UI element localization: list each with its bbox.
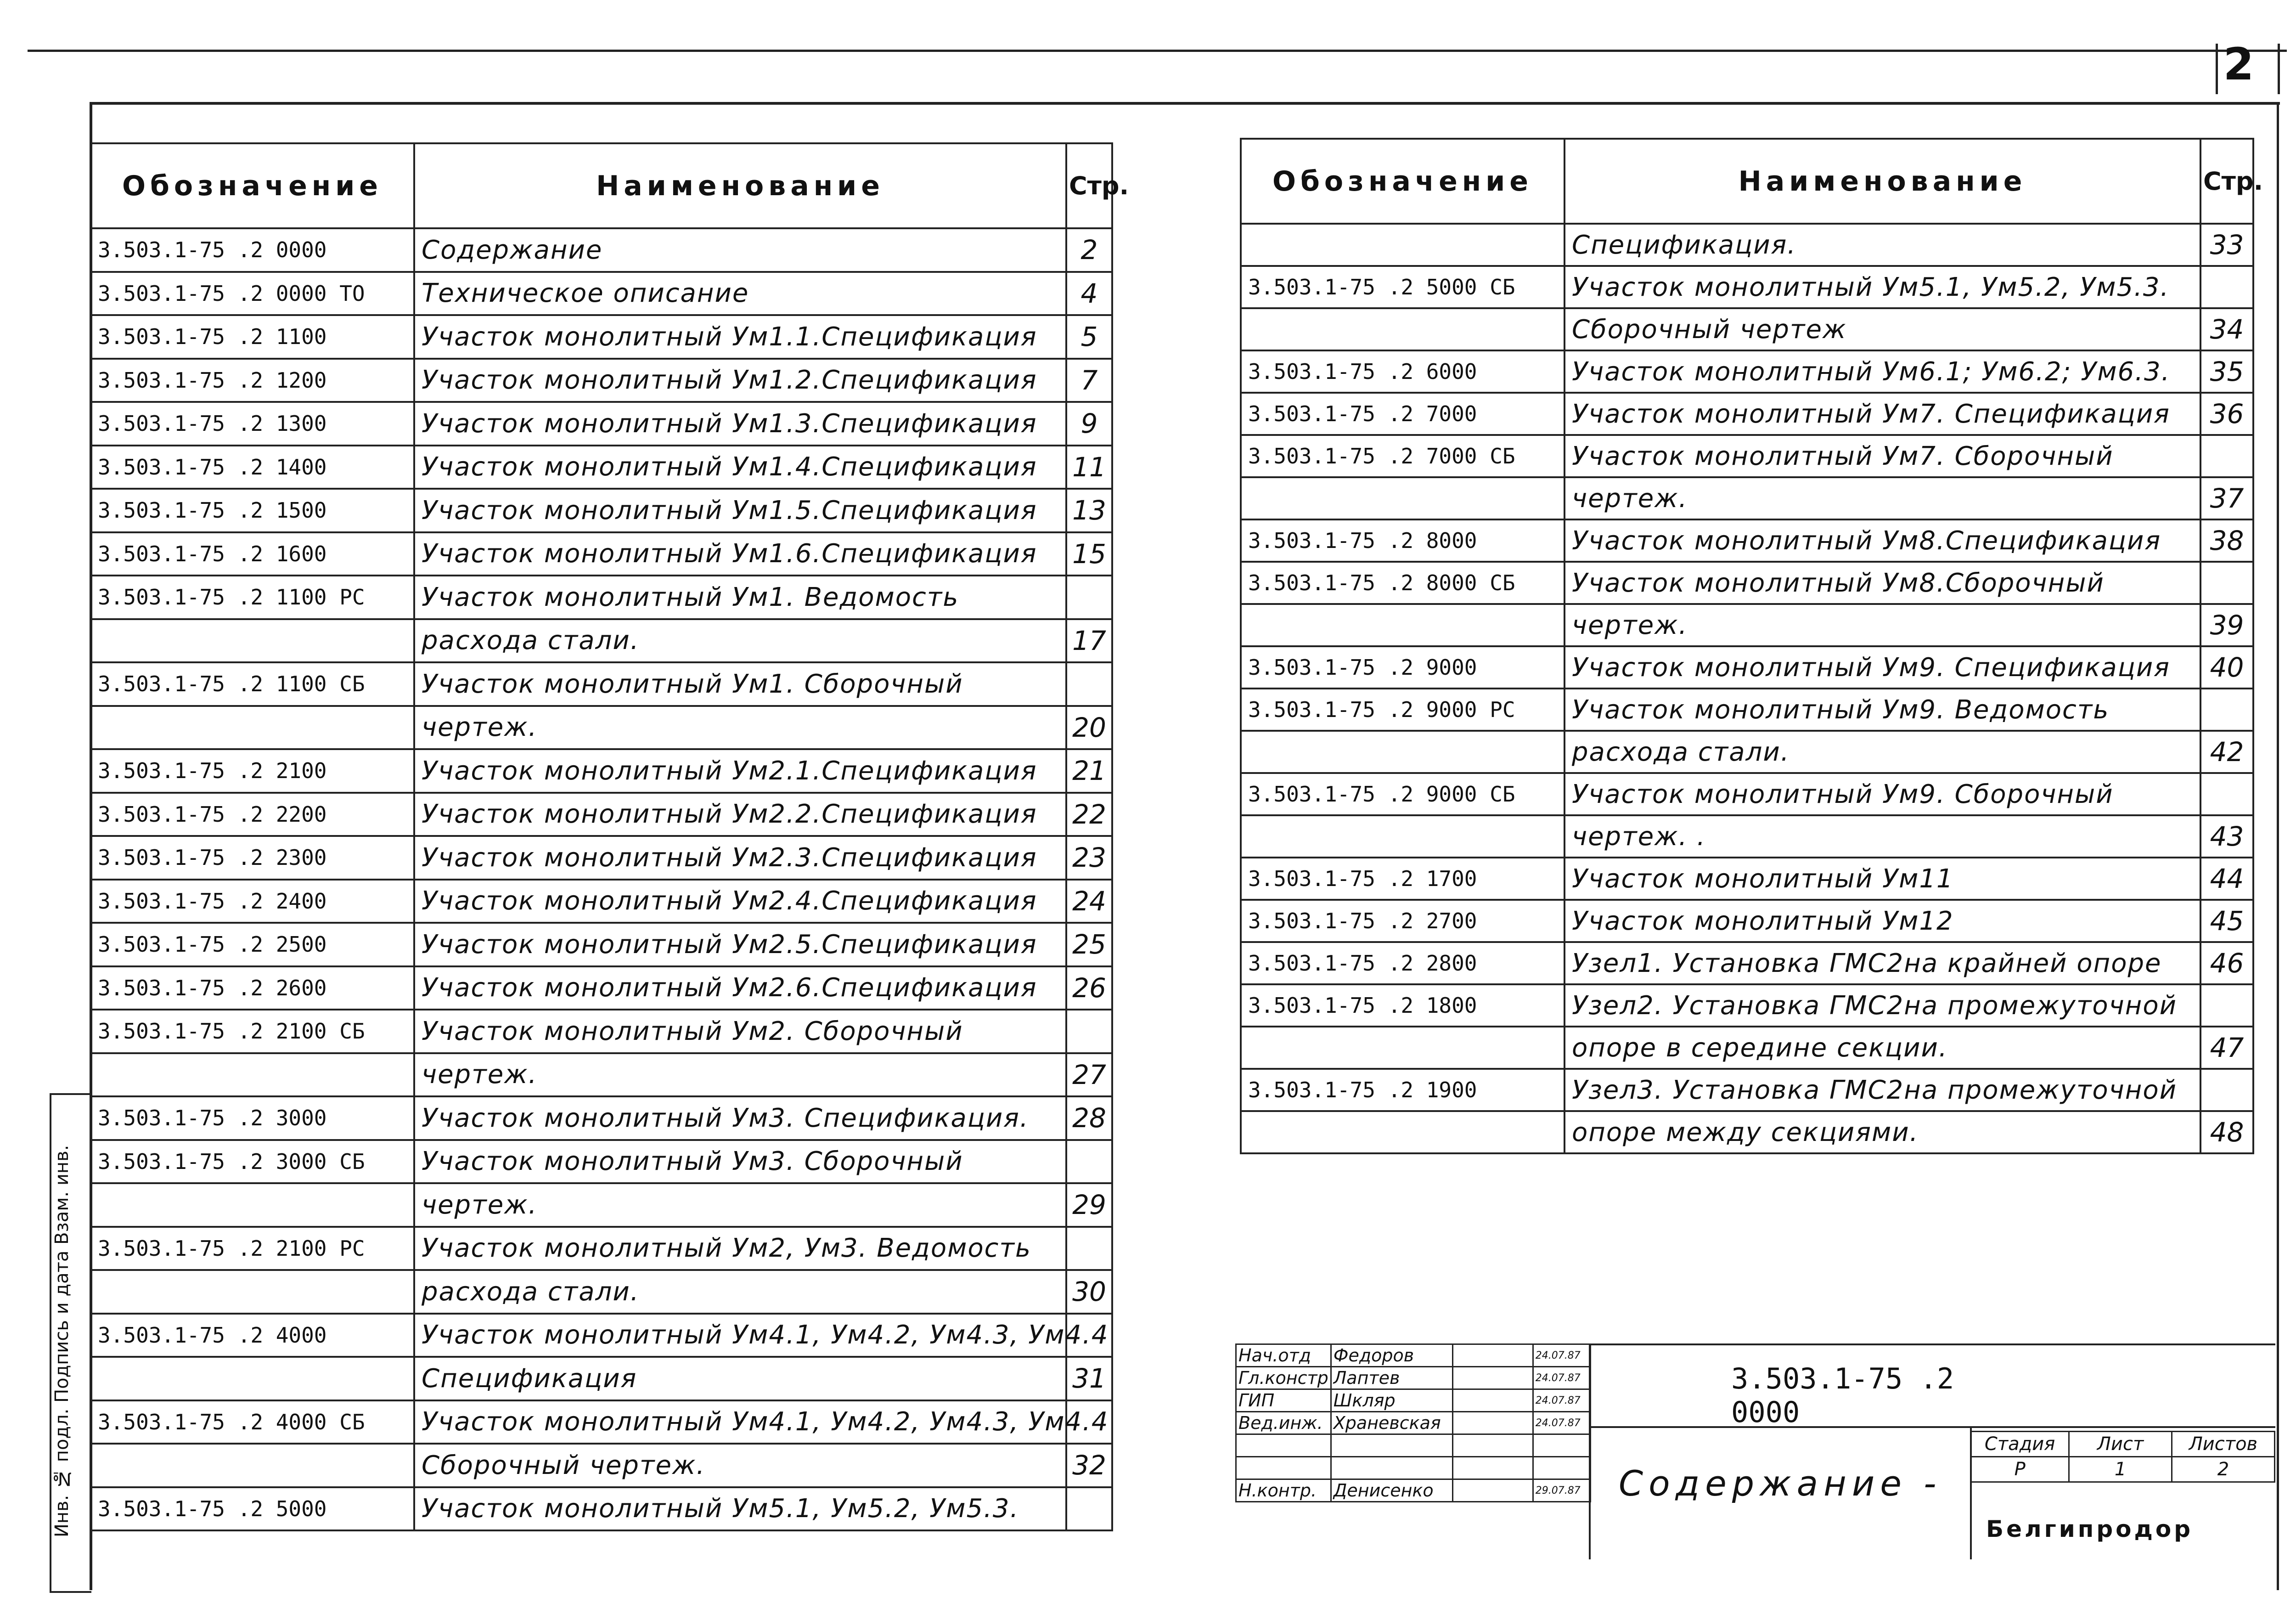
signer-row	[1236, 1479, 1591, 1502]
row-name: Сборочный чертеж.	[414, 1444, 1066, 1487]
row-name: Участок монолитный Ум9. Ведомость	[1564, 689, 2200, 731]
signer-role: Гл.констр	[1236, 1367, 1331, 1389]
row-designation: 3.503.1-75 .2 1600	[90, 532, 414, 576]
row-designation	[1241, 224, 1564, 266]
row-designation: 3.503.1-75 .2 9000 СБ	[1241, 773, 1564, 815]
table-row	[90, 880, 1112, 923]
row-page: 2	[1066, 228, 1112, 272]
table-row	[1241, 942, 2253, 984]
table-row	[1241, 604, 2253, 646]
row-designation: 3.503.1-75 .2 4000	[90, 1314, 414, 1357]
signer-signature	[1452, 1344, 1533, 1367]
row-page: 25	[1066, 923, 1112, 966]
row-designation: 3.503.1-75 .2 3000	[90, 1096, 414, 1140]
row-page: 29	[1066, 1183, 1112, 1227]
table-row	[90, 706, 1112, 750]
row-designation	[1241, 815, 1564, 858]
row-name: чертеж.	[414, 706, 1066, 750]
row-page	[2200, 1069, 2253, 1111]
table-row	[90, 1053, 1112, 1097]
row-designation	[90, 619, 414, 663]
row-name: чертеж.	[414, 1183, 1066, 1227]
row-name: Узел1. Установка ГМС2на крайней опоре	[1564, 942, 2200, 984]
table-row	[1241, 308, 2253, 350]
row-designation: 3.503.1-75 .2 4000 СБ	[90, 1400, 414, 1444]
row-name: Участок монолитный Ум2.2.Спецификация	[414, 793, 1066, 836]
row-name: Участок монолитный Ум1. Сборочный	[414, 662, 1066, 706]
row-page	[2200, 562, 2253, 604]
signer-row	[1236, 1457, 1591, 1479]
table-row	[90, 532, 1112, 576]
signer-name	[1331, 1457, 1452, 1479]
contents-table-left	[90, 142, 1129, 1531]
document-code: 3.503.1-75 .2 0000	[1731, 1362, 1954, 1429]
row-designation: 3.503.1-75 .2 5000 СБ	[1241, 266, 1564, 308]
row-name: Участок монолитный Ум9. Сборочный	[1564, 773, 2200, 815]
row-page: 32	[1066, 1444, 1112, 1487]
row-name: Участок монолитный Ум2.4.Спецификация	[414, 880, 1066, 923]
row-name: Участок монолитный Ум8.Спецификация	[1564, 519, 2200, 562]
signer-signature	[1452, 1412, 1533, 1434]
row-name: Участок монолитный Ум11	[1564, 858, 2200, 900]
row-designation: 3.503.1-75 .2 1500	[90, 489, 414, 532]
row-name: чертеж. .	[1564, 815, 2200, 858]
table-row	[90, 1010, 1112, 1053]
table-row	[1241, 350, 2253, 393]
row-page: 36	[2200, 393, 2253, 435]
row-name: Участок монолитный Ум1. Ведомость	[414, 576, 1066, 619]
row-designation	[1241, 604, 1564, 646]
row-name: опоре между секциями.	[1564, 1111, 2200, 1153]
row-designation	[90, 1357, 414, 1400]
row-designation: 3.503.1-75 .2 9000	[1241, 646, 1564, 689]
row-name: Участок монолитный Ум7. Сборочный	[1564, 435, 2200, 477]
row-page: 43	[2200, 815, 2253, 858]
row-designation: 3.503.1-75 .2 1100	[90, 315, 414, 359]
signer-name	[1331, 1434, 1452, 1457]
row-page: 15	[1066, 532, 1112, 576]
row-page	[2200, 435, 2253, 477]
row-page: 37	[2200, 477, 2253, 519]
row-designation: 3.503.1-75 .2 2300	[90, 836, 414, 880]
row-page: 27	[1066, 1053, 1112, 1097]
row-designation: 3.503.1-75 .2 8000 СБ	[1241, 562, 1564, 604]
row-page: 28	[1066, 1096, 1112, 1140]
table-row	[1241, 689, 2253, 731]
table-row	[1241, 731, 2253, 773]
page-number-bar-right	[2278, 44, 2280, 94]
table-row	[1241, 435, 2253, 477]
table-row	[1241, 266, 2253, 308]
row-page: 21	[1066, 749, 1112, 793]
row-designation: 3.503.1-75 .2 2200	[90, 793, 414, 836]
signer-date: 24.07.87	[1533, 1367, 1590, 1389]
row-name: Участок монолитный Ум6.1; Ум6.2; Ум6.3.	[1564, 350, 2200, 393]
header-name: Наименование	[414, 143, 1066, 228]
signers-table	[1235, 1343, 1591, 1502]
signer-name: Храневская	[1331, 1412, 1452, 1434]
table-row	[90, 359, 1112, 402]
row-name: Участок монолитный Ум9. Спецификация	[1564, 646, 2200, 689]
row-name: Участок монолитный Ум2, Ум3. Ведомость	[414, 1227, 1066, 1270]
row-page: 38	[2200, 519, 2253, 562]
row-page	[1066, 1227, 1112, 1270]
table-row	[1241, 1111, 2253, 1153]
header-page: Стр.	[2200, 139, 2253, 224]
row-page	[1066, 1010, 1112, 1053]
table-row	[90, 489, 1112, 532]
title-block-divider	[1589, 1343, 1591, 1559]
row-designation	[1241, 1027, 1564, 1069]
stage-value: Р	[1971, 1457, 2069, 1482]
row-designation: 3.503.1-75 .2 1100 РС	[90, 576, 414, 619]
row-name: Участок монолитный Ум2.6.Спецификация	[414, 966, 1066, 1010]
signer-row	[1236, 1344, 1591, 1367]
row-name: Участок монолитный Ум7. Спецификация	[1564, 393, 2200, 435]
table-row	[1241, 646, 2253, 689]
row-designation: 3.503.1-75 .2 2800	[1241, 942, 1564, 984]
row-page: 4	[1066, 272, 1112, 316]
row-page: 7	[1066, 359, 1112, 402]
row-name: Спецификация	[414, 1357, 1066, 1400]
row-page	[2200, 773, 2253, 815]
row-name: расхода стали.	[414, 1270, 1066, 1314]
organization-name: Белгипродор	[1986, 1516, 2194, 1542]
signer-role: Нач.отд	[1236, 1344, 1331, 1367]
table-row	[90, 228, 1112, 272]
frame-top	[90, 102, 2280, 105]
page-number: 2	[2223, 39, 2254, 90]
signer-name: Лаптев	[1331, 1367, 1452, 1389]
row-designation	[90, 1053, 414, 1097]
table-row	[90, 749, 1112, 793]
row-name: Спецификация.	[1564, 224, 2200, 266]
table-row	[1241, 815, 2253, 858]
row-designation: 3.503.1-75 .2 2400	[90, 880, 414, 923]
row-page: 20	[1066, 706, 1112, 750]
row-name: Сборочный чертеж	[1564, 308, 2200, 350]
row-name: Участок монолитный Ум5.1, Ум5.2, Ум5.3.	[414, 1487, 1066, 1531]
row-designation: 3.503.1-75 .2 7000	[1241, 393, 1564, 435]
signer-signature	[1452, 1457, 1533, 1479]
row-page: 46	[2200, 942, 2253, 984]
signer-role: Н.контр.	[1236, 1479, 1331, 1502]
row-designation	[90, 706, 414, 750]
table-row	[90, 1357, 1112, 1400]
signer-date	[1533, 1457, 1590, 1479]
table-row	[1241, 477, 2253, 519]
row-page	[1066, 1140, 1112, 1184]
row-page: 13	[1066, 489, 1112, 532]
table-row	[90, 923, 1112, 966]
row-name: Участок монолитный Ум1.4.Спецификация	[414, 446, 1066, 489]
signer-date: 24.07.87	[1533, 1389, 1590, 1412]
row-name: Узел3. Установка ГМС2на промежуточной	[1564, 1069, 2200, 1111]
table-row	[90, 1314, 1112, 1357]
signer-role	[1236, 1457, 1331, 1479]
table-row	[90, 272, 1112, 316]
header-page: Стр.	[1066, 143, 1112, 228]
table-row	[90, 836, 1112, 880]
row-page: 42	[2200, 731, 2253, 773]
row-page: 24	[1066, 880, 1112, 923]
table-row	[90, 446, 1112, 489]
row-page: 45	[2200, 900, 2253, 942]
header-name: Наименование	[1564, 139, 2200, 224]
row-name: Участок монолитный Ум2.1.Спецификация	[414, 749, 1066, 793]
row-name: чертеж.	[1564, 477, 2200, 519]
row-name: Участок монолитный Ум1.1.Спецификация	[414, 315, 1066, 359]
table-row	[90, 1487, 1112, 1531]
table-row	[90, 576, 1112, 619]
row-page: 23	[1066, 836, 1112, 880]
signer-date: 24.07.87	[1533, 1344, 1590, 1367]
row-name: Узел2. Установка ГМС2на промежуточной	[1564, 984, 2200, 1027]
table-row	[1241, 773, 2253, 815]
signer-role: Вед.инж.	[1236, 1412, 1331, 1434]
row-designation: 3.503.1-75 .2 2500	[90, 923, 414, 966]
row-page: 35	[2200, 350, 2253, 393]
table-row	[1241, 858, 2253, 900]
row-name: Участок монолитный Ум1.5.Спецификация	[414, 489, 1066, 532]
table-row	[90, 793, 1112, 836]
table-row	[90, 315, 1112, 359]
row-designation: 3.503.1-75 .2 2700	[1241, 900, 1564, 942]
table-row	[1241, 562, 2253, 604]
title-block	[1235, 1343, 2275, 1559]
row-page: 17	[1066, 619, 1112, 663]
signer-row	[1236, 1367, 1591, 1389]
row-designation: 3.503.1-75 .2 1100 СБ	[90, 662, 414, 706]
table-row	[90, 1140, 1112, 1184]
row-designation: 3.503.1-75 .2 0000	[90, 228, 414, 272]
row-name: Техническое описание	[414, 272, 1066, 316]
contents-table-right	[1240, 138, 2263, 1154]
row-designation	[1241, 477, 1564, 519]
signer-name: Денисенко	[1331, 1479, 1452, 1502]
row-page: 26	[1066, 966, 1112, 1010]
signer-signature	[1452, 1367, 1533, 1389]
row-name: Участок монолитный Ум1.2.Спецификация	[414, 359, 1066, 402]
row-page: 31	[1066, 1357, 1112, 1400]
table-row	[1241, 224, 2253, 266]
signer-name: Федоров	[1331, 1344, 1452, 1367]
row-page: 9	[1066, 402, 1112, 446]
row-designation: 3.503.1-75 .2 7000 СБ	[1241, 435, 1564, 477]
row-name: Содержание	[414, 228, 1066, 272]
header-designation: Обозначение	[1241, 139, 1564, 224]
row-name: Участок монолитный Ум2. Сборочный	[414, 1010, 1066, 1053]
signer-role	[1236, 1434, 1331, 1457]
row-name: опоре в середине секции.	[1564, 1027, 2200, 1069]
row-name: Участок монолитный Ум5.1, Ум5.2, Ум5.3.	[1564, 266, 2200, 308]
row-page: 5	[1066, 315, 1112, 359]
row-name: чертеж.	[414, 1053, 1066, 1097]
row-designation: 3.503.1-75 .2 0000 ТО	[90, 272, 414, 316]
signer-signature	[1452, 1479, 1533, 1502]
table-row	[1241, 519, 2253, 562]
table-row	[90, 1183, 1112, 1227]
row-designation: 3.503.1-75 .2 1400	[90, 446, 414, 489]
table-row	[1241, 900, 2253, 942]
row-page	[2200, 689, 2253, 731]
row-designation	[1241, 1111, 1564, 1153]
row-name: Участок монолитный Ум3. Спецификация.	[414, 1096, 1066, 1140]
table-row	[90, 1270, 1112, 1314]
row-page	[1066, 662, 1112, 706]
row-name: Участок монолитный Ум1.3.Спецификация	[414, 402, 1066, 446]
row-name: расхода стали.	[1564, 731, 2200, 773]
row-designation	[90, 1444, 414, 1487]
row-page: 11	[1066, 446, 1112, 489]
row-name: Участок монолитный Ум4.1, Ум4.2, Ум4.3, Ум4.4	[414, 1314, 1066, 1357]
document-title: Содержание -	[1619, 1463, 1942, 1504]
row-name: Участок монолитный Ум3. Сборочный	[414, 1140, 1066, 1184]
table-row	[90, 1227, 1112, 1270]
row-page: 33	[2200, 224, 2253, 266]
row-name: Участок монолитный Ум2.3.Спецификация	[414, 836, 1066, 880]
signer-date: 29.07.87	[1533, 1479, 1590, 1502]
row-page: 48	[2200, 1111, 2253, 1153]
row-page: 22	[1066, 793, 1112, 836]
row-designation: 3.503.1-75 .2 1200	[90, 359, 414, 402]
stage-table	[1970, 1431, 2275, 1483]
row-designation: 3.503.1-75 .2 2100 СБ	[90, 1010, 414, 1053]
signer-signature	[1452, 1389, 1533, 1412]
row-designation: 3.503.1-75 .2 1300	[90, 402, 414, 446]
row-designation	[1241, 731, 1564, 773]
table-header-row	[90, 143, 1112, 228]
row-designation	[1241, 308, 1564, 350]
row-name: расхода стали.	[414, 619, 1066, 663]
row-page: 44	[2200, 858, 2253, 900]
stage-label: Стадия	[1971, 1432, 2069, 1457]
row-designation: 3.503.1-75 .2 1700	[1241, 858, 1564, 900]
row-page: 30	[1066, 1270, 1112, 1314]
title-block-top-rule	[1589, 1343, 2275, 1345]
row-name: чертеж.	[1564, 604, 2200, 646]
row-designation: 3.503.1-75 .2 5000	[90, 1487, 414, 1531]
signer-row	[1236, 1434, 1591, 1457]
header-designation: Обозначение	[90, 143, 414, 228]
table-row	[1241, 1069, 2253, 1111]
table-row	[90, 402, 1112, 446]
table-row	[90, 662, 1112, 706]
page-top-rule	[28, 50, 2287, 52]
signer-row	[1236, 1412, 1591, 1434]
signer-role: ГИП	[1236, 1389, 1331, 1412]
row-page	[2200, 984, 2253, 1027]
sheets-value: 2	[2172, 1457, 2274, 1482]
row-name: Участок монолитный Ум2.5.Спецификация	[414, 923, 1066, 966]
signer-date	[1533, 1434, 1590, 1457]
row-designation: 3.503.1-75 .2 2600	[90, 966, 414, 1010]
sheets-label: Листов	[2172, 1432, 2274, 1457]
side-stamp-text: Инв. № подл. Подпись и дата Взам. инв.	[51, 1145, 73, 1538]
signer-date: 24.07.87	[1533, 1412, 1590, 1434]
row-name: Участок монолитный Ум1.6.Спецификация	[414, 532, 1066, 576]
table-row	[1241, 393, 2253, 435]
table-row	[90, 619, 1112, 663]
row-designation: 3.503.1-75 .2 9000 РС	[1241, 689, 1564, 731]
row-designation: 3.503.1-75 .2 8000	[1241, 519, 1564, 562]
table-row	[90, 1444, 1112, 1487]
signer-name: Шкляр	[1331, 1389, 1452, 1412]
row-designation	[90, 1270, 414, 1314]
table-row	[1241, 984, 2253, 1027]
row-name: Участок монолитный Ум8.Сборочный	[1564, 562, 2200, 604]
table-header-row	[1241, 139, 2253, 224]
row-designation: 3.503.1-75 .2 3000 СБ	[90, 1140, 414, 1184]
row-page: 34	[2200, 308, 2253, 350]
row-designation: 3.503.1-75 .2 2100 РС	[90, 1227, 414, 1270]
row-page	[2200, 266, 2253, 308]
table-row	[90, 1096, 1112, 1140]
table-row	[1241, 1027, 2253, 1069]
row-designation: 3.503.1-75 .2 6000	[1241, 350, 1564, 393]
sheet-value: 1	[2069, 1457, 2172, 1482]
sheet-label: Лист	[2069, 1432, 2172, 1457]
row-designation: 3.503.1-75 .2 1800	[1241, 984, 1564, 1027]
row-name: Участок монолитный Ум4.1, Ум4.2, Ум4.3, Ум4.4	[414, 1400, 1066, 1444]
row-page	[1066, 576, 1112, 619]
frame-right	[2277, 102, 2279, 1590]
row-designation: 3.503.1-75 .2 1900	[1241, 1069, 1564, 1111]
row-page: 40	[2200, 646, 2253, 689]
table-row	[90, 1400, 1112, 1444]
row-name: Участок монолитный Ум12	[1564, 900, 2200, 942]
table-row	[90, 966, 1112, 1010]
row-page	[1066, 1487, 1112, 1531]
row-designation	[90, 1183, 414, 1227]
signer-row	[1236, 1389, 1591, 1412]
row-page: 39	[2200, 604, 2253, 646]
signer-signature	[1452, 1434, 1533, 1457]
row-designation: 3.503.1-75 .2 2100	[90, 749, 414, 793]
row-page: 47	[2200, 1027, 2253, 1069]
